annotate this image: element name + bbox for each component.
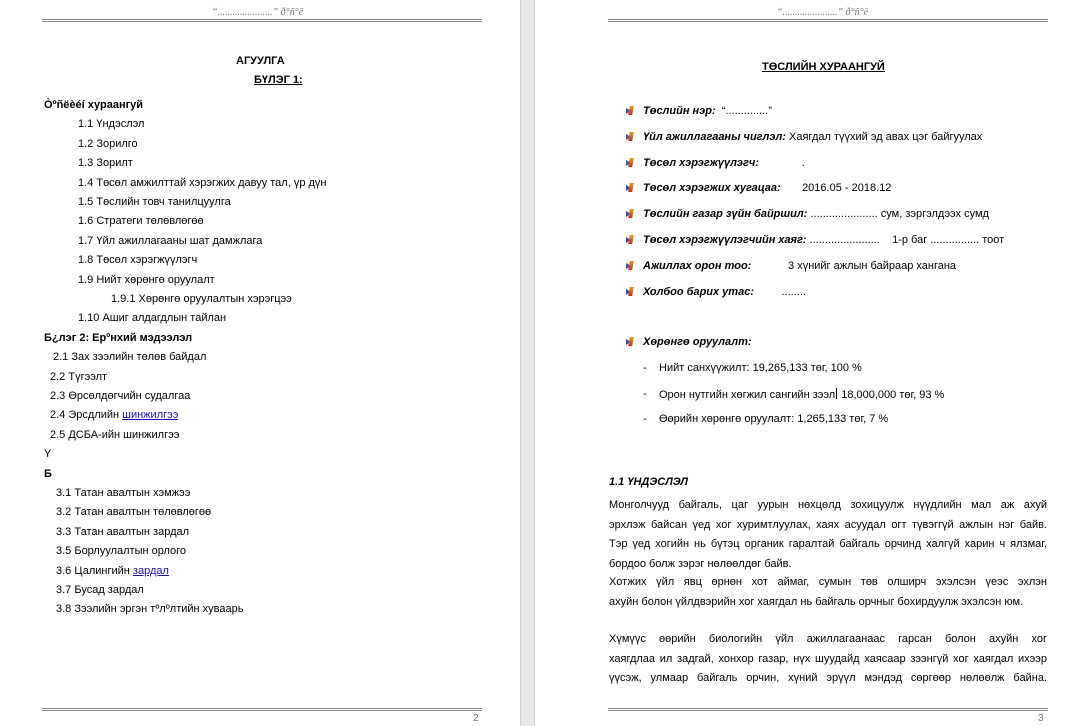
bullet-icon xyxy=(626,106,636,116)
toc-entry-text: 1.4 Төсөл амжилттай хэрэгжих давуу тал, үр дүн xyxy=(78,176,327,189)
toc-entry[interactable] xyxy=(56,526,189,538)
page-2 xyxy=(0,0,520,726)
toc-entry-text: 2.4 Эрсдлийн xyxy=(50,409,123,422)
toc-entry-text: 3.5 Борлуулалтын орлого xyxy=(56,545,187,558)
page-number: 2 xyxy=(473,713,479,724)
text-cursor xyxy=(836,388,837,399)
toc-title: АГУУЛГА xyxy=(236,55,285,67)
toc-entry-text: 3.6 Цалингийн xyxy=(56,564,133,577)
dash: - xyxy=(643,413,647,425)
toc-entry-text: Òºñëèéí хураангуй xyxy=(44,99,144,111)
bullet-icon xyxy=(626,337,636,347)
toc-entry[interactable] xyxy=(78,196,231,208)
toc-entry[interactable] xyxy=(50,390,190,402)
page-header-text: “......................” ð°ñ°ë xyxy=(212,7,304,18)
summary-value: 2016.05 - 2018.12 xyxy=(780,182,892,195)
body-paragraph: Хүмүүс өөрийн биологийн үйл ажиллагаанаас гарсан болон ахуйн хог хаягдлаа ил задгай, хонхор газар, нүх шуудайд хаясаар зээнгүй хог хаягдал ихээр үүсэж, улмаар байгаль орчин, хүний эрүүл мэндэд сөргөөр нөлөөлж байна. xyxy=(609,633,1047,684)
toc-entry[interactable] xyxy=(78,312,226,324)
toc-entry[interactable] xyxy=(56,487,190,499)
toc-entry[interactable] xyxy=(78,118,144,130)
toc-entry-text: 3.2 Татан авалтын төлөвлөгөө xyxy=(56,506,212,519)
summary-item xyxy=(643,260,956,272)
summary-label: Төслийн газар зүйн байршил: xyxy=(643,208,808,221)
toc-entry[interactable] xyxy=(78,215,204,227)
summary-value: ...................... сум, зэргэлдээх сумд xyxy=(807,208,989,221)
toc-entry-text: 3.7 Бусад зардал xyxy=(56,584,144,596)
summary-item xyxy=(643,157,805,169)
toc-entry[interactable] xyxy=(44,332,192,344)
toc-entry-text: 3.8 Зээлийн эргэн тºлºлтийн хуваарь xyxy=(56,603,244,616)
toc-entry-text: 1.5 Төслийн товч танилцуулга xyxy=(78,196,231,208)
toc-entry[interactable] xyxy=(56,545,186,557)
investment-label: Хөрөнгө оруулалт: xyxy=(643,336,752,348)
summary-label: Төсөл хэрэгжих хугацаа: xyxy=(643,182,781,195)
toc-entry-text: 2.1 Зах зээлийн төлөв байдал xyxy=(53,351,207,364)
toc-entry-text: 1.6 Стратеги төлөвлөгөө xyxy=(78,215,204,228)
toc-entry-text: 1.9 Нийт хөрөнгө оруулалт xyxy=(78,273,215,286)
footer-rule xyxy=(608,708,1048,711)
toc-entry-text: 2.5 ДСБА-ийн шинжилгээ xyxy=(50,428,180,441)
summary-label: Ажиллах орон тоо: xyxy=(643,259,752,272)
toc-entry-text: 1.8 Төсөл хэрэгжүүлэгч xyxy=(78,254,198,267)
toc-entry-text: 2.3 Өрсөлдөгчийн судалгаа xyxy=(50,390,191,402)
page-number: 3 xyxy=(1038,713,1044,724)
body-paragraph: Хотжих үйл явц өрнөн хот аймаг, сумын төв олширч эхэлсэн үеэс эхлэн ахуйн болон үйлдвэрийн хог хаягдал нь байгаль орчныг бохирдуулж эхэлсэн юм. xyxy=(609,576,1047,608)
toc-entry-text: 1.7 Үйл ажиллагааны шат дамжлага xyxy=(78,234,263,247)
toc-entry[interactable] xyxy=(56,506,211,518)
toc-entry[interactable] xyxy=(56,584,144,596)
summary-value: 3 хүнийг ажлын байраар хангана xyxy=(751,259,957,272)
toc-entry-text: Б xyxy=(44,467,52,480)
bullet-icon xyxy=(626,261,636,271)
summary-label: Төсөл хэрэгжүүлэгч: xyxy=(643,156,759,169)
toc-entry-text: 1.1 Үндэслэл xyxy=(78,118,145,131)
toc-entry-text: 2.2 Түгээлт xyxy=(50,370,108,383)
toc-entry[interactable] xyxy=(50,371,107,383)
toc-entry[interactable] xyxy=(78,177,327,189)
toc-hyperlink[interactable]: шинжилгээ xyxy=(122,409,179,422)
bullet-icon xyxy=(626,287,636,297)
body-paragraph: Монголчууд байгаль, цаг уурын нөхцөлд зохицуулж нүүдлийн мал аж ахуй эрхлэж байсан үед хог хуримтлуулах, хаях асуудал огт түвэггүй ажлын нэг байв. Тэр үед хогийн нь бүтэц органик гаралтай байгаль орчинд халгүй харин ч ялзмаг, бордоо болж зэрэг нөлөөлдөг байв. xyxy=(609,499,1047,570)
toc-entry[interactable] xyxy=(44,99,143,111)
bullet-icon xyxy=(626,132,636,142)
toc-entry[interactable] xyxy=(111,293,292,305)
investment-text: Орон нутгийн хөгжил сангийн зээл 18,000,000 төг, 93 % xyxy=(659,389,945,401)
summary-item xyxy=(643,234,1004,246)
bullet-icon xyxy=(626,158,636,168)
summary-label: Төсөл хэрэгжүүлэгчийн хаяг: xyxy=(643,234,807,246)
summary-label: Үйл ажиллагааны чиглэл: xyxy=(643,130,786,143)
toc-hyperlink[interactable]: зардал xyxy=(132,564,169,577)
toc-entry[interactable] xyxy=(44,468,52,480)
bullet-icon xyxy=(626,209,636,219)
toc-entry[interactable] xyxy=(44,448,51,460)
summary-item xyxy=(643,286,806,298)
section-heading: 1.1 ҮНДЭСЛЭЛ xyxy=(609,476,688,488)
toc-entry[interactable] xyxy=(78,138,138,150)
header-rule xyxy=(608,19,1048,22)
summary-item xyxy=(643,131,982,143)
summary-value: ....................... 1-р баг ................ тоот xyxy=(806,234,1005,246)
bullet-icon xyxy=(626,183,636,193)
dash: - xyxy=(643,388,647,400)
summary-item xyxy=(643,182,891,194)
summary-label: Төслийн нэр: xyxy=(643,105,716,117)
toc-entry-text: 3.1 Татан авалтын хэмжээ xyxy=(56,487,191,499)
toc-entry-text: 1.3 Зорилт xyxy=(78,157,133,170)
toc-subtitle: БҮЛЭГ 1: xyxy=(254,74,303,86)
header-rule xyxy=(42,19,482,22)
toc-entry[interactable] xyxy=(50,429,179,441)
toc-entry[interactable] xyxy=(53,351,206,363)
toc-entry[interactable] xyxy=(78,274,215,286)
toc-entry[interactable] xyxy=(50,409,178,421)
toc-entry-text: 3.3 Татан авалтын зардал xyxy=(56,525,190,538)
toc-entry-text: 1.9.1 Хөрөнгө оруулалтын хэрэгцээ xyxy=(111,293,292,305)
investment-text: Нийт санхүүжилт: 19,265,133 төг, 100 % xyxy=(659,362,862,374)
toc-entry-text: 1.10 Ашиг алдагдлын тайлан xyxy=(78,312,227,325)
summary-value: . xyxy=(758,156,805,169)
toc-entry[interactable] xyxy=(78,157,133,169)
toc-entry[interactable] xyxy=(78,235,262,247)
footer-rule xyxy=(42,708,482,711)
summary-title: ТӨСЛИЙН ХУРААНГУЙ xyxy=(762,61,885,73)
toc-entry[interactable] xyxy=(56,565,169,577)
toc-entry-text: 1.2 Зорилго xyxy=(78,137,138,150)
toc-entry[interactable] xyxy=(78,254,197,266)
summary-label: Холбоо барих утас: xyxy=(643,285,754,298)
summary-value: Хаягдал түүхий эд авах цэг байгуулах xyxy=(785,130,983,143)
toc-entry-text: Б¿лэг 2: Ерºнхий мэдээлэл xyxy=(44,331,193,344)
investment-text: Өөрийн хөрөнгө оруулалт: 1,265,133 төг, 7 % xyxy=(659,413,889,425)
summary-value: “..............” xyxy=(715,105,772,117)
summary-value: ........ xyxy=(753,285,806,298)
toc-entry[interactable] xyxy=(56,603,243,615)
page-header-text: “......................” ð°ñ°ë xyxy=(777,7,869,18)
dash: - xyxy=(643,362,647,374)
summary-item xyxy=(643,105,772,117)
bullet-icon xyxy=(626,235,636,245)
summary-item xyxy=(643,208,989,220)
toc-entry-text: Y xyxy=(44,448,52,461)
page-gutter xyxy=(520,0,535,726)
page-3 xyxy=(535,0,1065,726)
